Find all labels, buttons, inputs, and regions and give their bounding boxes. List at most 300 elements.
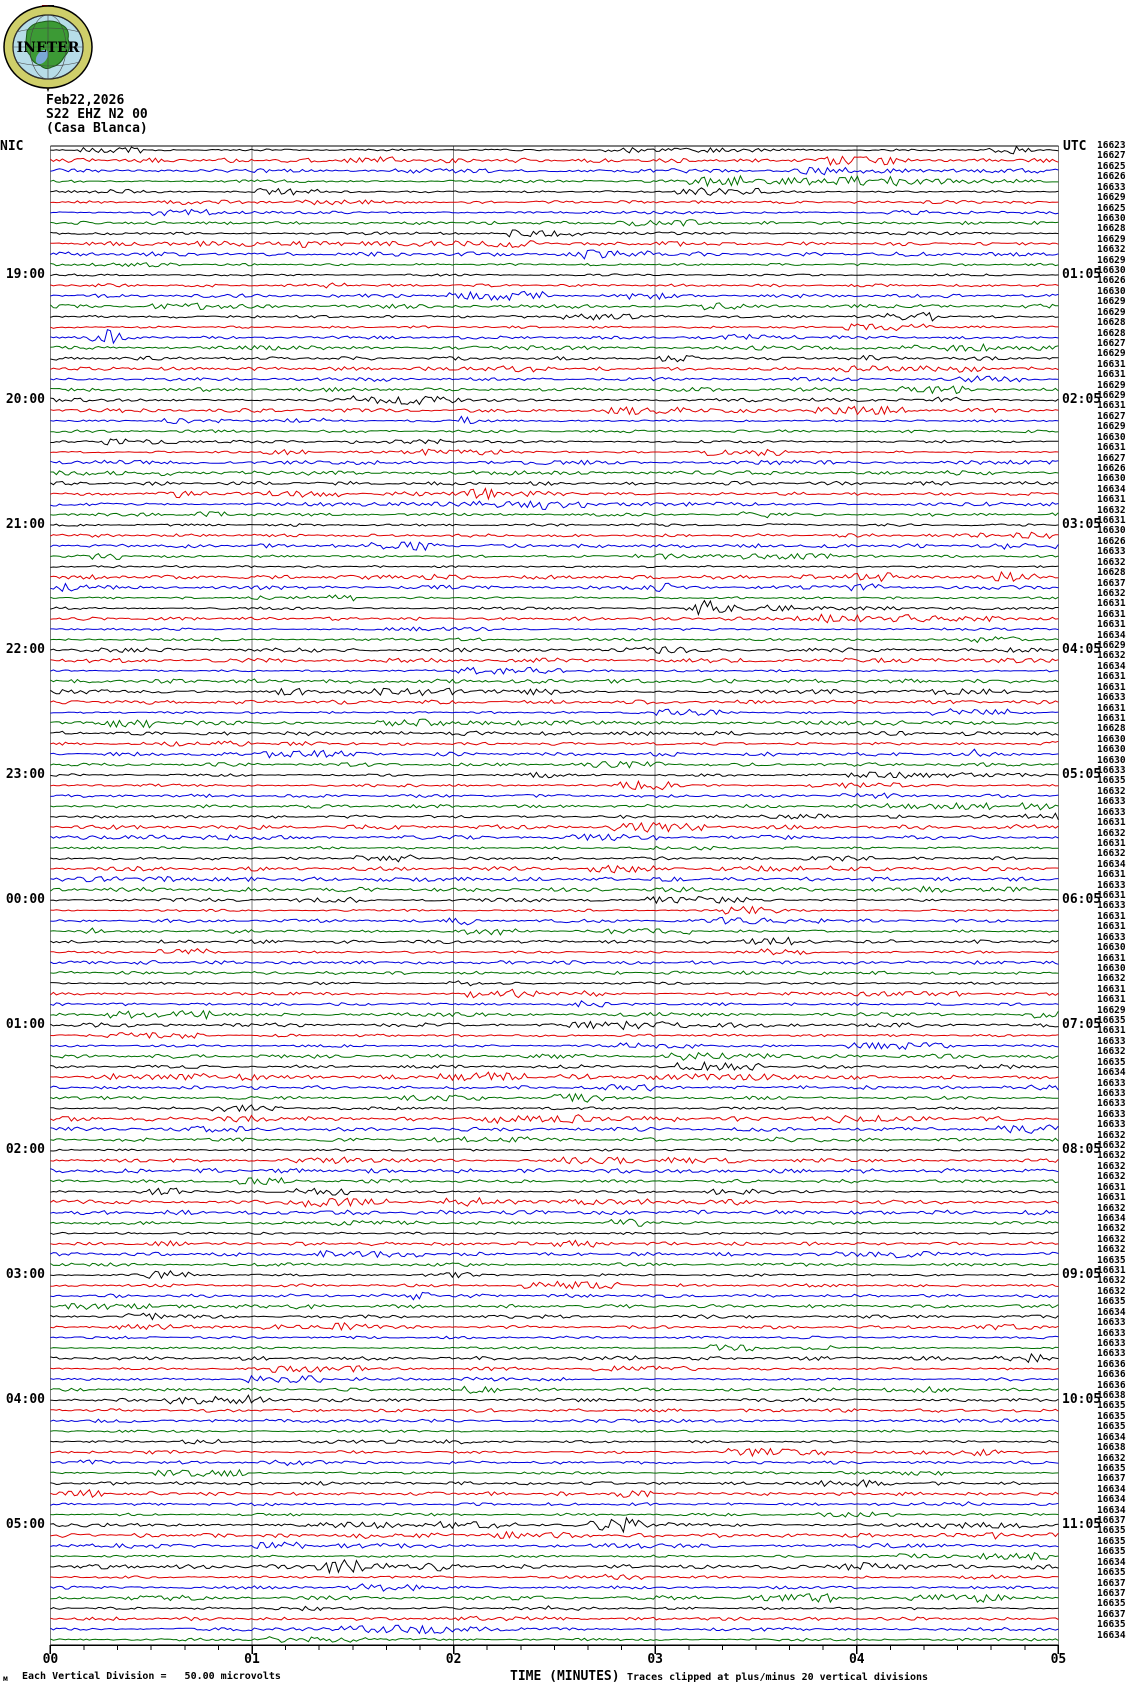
seismo-trace xyxy=(50,1292,1058,1299)
seismo-trace xyxy=(50,1518,1058,1532)
seismo-trace xyxy=(50,1178,1058,1185)
trace-count-value: 16634 xyxy=(1097,1556,1126,1568)
trace-count-value: 16631 xyxy=(1097,1181,1126,1193)
seismo-trace xyxy=(50,667,1058,674)
seismo-trace xyxy=(50,637,1058,643)
local-hour-label: 23:00 xyxy=(5,767,45,782)
seismo-trace xyxy=(50,1574,1058,1579)
trace-count-value: 16635 xyxy=(1097,1296,1126,1308)
trace-count-value: 16634 xyxy=(1097,483,1126,495)
header-date: Feb22,2026 xyxy=(46,93,125,108)
trace-count-value: 16637 xyxy=(1097,1473,1126,1485)
seismo-trace xyxy=(50,147,1058,154)
seismo-trace xyxy=(50,1169,1058,1174)
seismo-trace xyxy=(50,1323,1058,1330)
trace-count-value: 16629 xyxy=(1097,233,1126,245)
seismo-trace xyxy=(50,1157,1058,1164)
seismo-trace xyxy=(50,1011,1058,1019)
seismo-trace xyxy=(50,532,1058,538)
seismo-trace xyxy=(50,324,1058,331)
seismo-trace xyxy=(50,1232,1058,1234)
seismo-trace xyxy=(50,813,1058,820)
trace-count-value: 16628 xyxy=(1097,223,1126,235)
seismo-trace xyxy=(50,1490,1058,1498)
trace-count-value: 16634 xyxy=(1097,660,1126,672)
trace-count-value: 16626 xyxy=(1097,535,1126,547)
seismo-trace xyxy=(50,1449,1058,1457)
seismo-trace xyxy=(50,481,1058,485)
seismo-trace xyxy=(50,1281,1058,1288)
trace-count-value: 16627 xyxy=(1097,410,1126,422)
trace-count-value: 16635 xyxy=(1097,1421,1126,1433)
trace-count-value: 16632 xyxy=(1097,1140,1126,1151)
seismo-trace xyxy=(50,989,1058,997)
seismo-trace xyxy=(50,250,1058,259)
trace-count-value: 16633 xyxy=(1097,181,1126,193)
seismo-trace xyxy=(50,1560,1058,1573)
clip-note: Traces clipped at plus/minus 20 vertical divisions xyxy=(627,1672,929,1683)
trace-count-value: 16633 xyxy=(1097,1087,1126,1099)
utc-hour-label: 08:05 xyxy=(1062,1142,1102,1157)
trace-count-value: 16631 xyxy=(1097,952,1126,964)
seismo-trace xyxy=(50,1062,1058,1070)
seismo-trace xyxy=(50,1198,1058,1207)
seismo-trace xyxy=(50,1210,1058,1215)
trace-count-value: 16632 xyxy=(1097,504,1126,516)
seismo-trace xyxy=(50,1137,1058,1142)
seismo-trace xyxy=(50,460,1058,464)
trace-count-value: 16629 xyxy=(1097,348,1126,360)
seismo-trace xyxy=(50,291,1058,300)
trace-count-value: 16630 xyxy=(1097,212,1126,224)
trace-count-value: 16632 xyxy=(1097,556,1126,568)
seismo-trace xyxy=(50,430,1058,433)
local-hour-label: 19:00 xyxy=(5,267,45,282)
seismo-trace xyxy=(50,1053,1058,1061)
trace-count-value: 16630 xyxy=(1097,942,1126,954)
seismo-trace xyxy=(50,489,1058,499)
trace-count-value: 16633 xyxy=(1097,546,1126,558)
trace-count-value: 16631 xyxy=(1097,1192,1126,1204)
trace-count-value: 16632 xyxy=(1097,1452,1126,1464)
trace-count-value: 16633 xyxy=(1097,900,1126,912)
seismo-trace xyxy=(50,762,1058,768)
trace-count-value: 16630 xyxy=(1097,473,1126,485)
trace-count-value: 16630 xyxy=(1097,431,1126,443)
trace-count-value: 16638 xyxy=(1097,1390,1126,1401)
trace-count-value: 16631 xyxy=(1097,712,1126,724)
seismo-trace xyxy=(50,471,1058,476)
local-hour-label: 05:00 xyxy=(5,1517,45,1532)
trace-count-value: 16634 xyxy=(1097,1212,1126,1224)
seismo-trace xyxy=(50,688,1058,695)
utc-hour-label: 02:05 xyxy=(1062,392,1102,407)
seismo-trace xyxy=(50,1336,1058,1339)
minute-tick-label: 04 xyxy=(848,1652,865,1667)
seismo-trace xyxy=(50,313,1058,321)
trace-count-value: 16633 xyxy=(1097,1108,1126,1120)
trace-count-value: 16632 xyxy=(1097,244,1126,256)
seismo-trace xyxy=(50,1043,1058,1050)
seismo-trace xyxy=(50,1345,1058,1351)
seismo-trace xyxy=(50,542,1058,550)
seismo-trace xyxy=(50,1584,1058,1591)
seismo-trace xyxy=(50,407,1058,415)
trace-count-value: 16637 xyxy=(1097,1515,1126,1526)
seismo-trace xyxy=(50,658,1058,663)
seismo-trace xyxy=(50,386,1058,393)
seismo-trace xyxy=(50,330,1058,343)
seismo-trace xyxy=(50,834,1058,840)
trace-count-value: 16635 xyxy=(1097,1598,1126,1610)
seismo-trace xyxy=(50,1105,1058,1112)
trace-count-value: 16629 xyxy=(1097,306,1126,318)
trace-count-value: 16633 xyxy=(1097,1337,1126,1349)
trace-count-value: 16634 xyxy=(1097,1067,1126,1079)
trace-count-value: 16630 xyxy=(1097,285,1126,297)
seismo-trace xyxy=(50,416,1058,423)
trace-count-value: 16635 xyxy=(1097,1546,1126,1558)
header-location: (Casa Blanca) xyxy=(46,121,148,136)
seismo-trace xyxy=(50,917,1058,924)
trace-count-value: 16629 xyxy=(1097,1004,1126,1016)
utc-hour-label: 10:05 xyxy=(1062,1392,1102,1407)
seismo-trace xyxy=(50,1502,1058,1506)
seismo-trace xyxy=(50,209,1058,215)
trace-count-value: 16634 xyxy=(1097,1504,1126,1516)
trace-count-value: 16635 xyxy=(1097,1400,1126,1412)
seismo-trace xyxy=(50,200,1058,205)
trace-count-value: 16632 xyxy=(1097,1275,1126,1287)
trace-count-value: 16635 xyxy=(1097,1535,1126,1547)
trace-count-value: 16633 xyxy=(1097,1327,1126,1339)
seismo-trace xyxy=(50,1376,1058,1383)
trace-count-value: 16634 xyxy=(1097,1483,1126,1495)
trace-count-value: 16631 xyxy=(1097,1265,1126,1276)
vertical-scale-note: Each Vertical Division = 50.00 microvolts xyxy=(22,1671,281,1682)
seismo-trace xyxy=(50,1395,1058,1404)
seismo-trace xyxy=(50,961,1058,965)
trace-count-value: 16636 xyxy=(1097,1379,1126,1391)
seismo-trace xyxy=(50,1430,1058,1432)
local-hour-label: 21:00 xyxy=(5,517,45,532)
seismo-trace xyxy=(50,1386,1058,1393)
seismo-trace xyxy=(50,937,1058,944)
trace-count-value: 16632 xyxy=(1097,1046,1126,1058)
trace-count-value: 16631 xyxy=(1097,671,1126,683)
trace-count-value: 16637 xyxy=(1097,1587,1126,1599)
utc-hour-label: 07:05 xyxy=(1062,1017,1102,1032)
trace-count-value: 16630 xyxy=(1097,962,1126,974)
trace-count-value: 16632 xyxy=(1097,1244,1126,1256)
trace-count-value: 16631 xyxy=(1097,598,1126,610)
trace-count-value: 16635 xyxy=(1097,1254,1126,1266)
trace-count-value: 16633 xyxy=(1097,931,1126,943)
trace-count-value: 16633 xyxy=(1097,692,1126,704)
trace-count-value: 16633 xyxy=(1097,765,1126,776)
seismo-trace xyxy=(50,886,1058,892)
trace-count-value: 16633 xyxy=(1097,1348,1126,1360)
seismo-trace xyxy=(50,601,1058,615)
seismo-trace xyxy=(50,283,1058,288)
seismo-trace xyxy=(50,1606,1058,1611)
trace-count-value: 16629 xyxy=(1097,296,1126,308)
trace-count-value: 16637 xyxy=(1097,1577,1126,1589)
local-hour-label: 02:00 xyxy=(5,1142,45,1157)
trace-count-value: 16632 xyxy=(1097,1171,1126,1183)
seismo-trace xyxy=(50,971,1058,974)
seismo-trace xyxy=(50,731,1058,735)
trace-count-value: 16631 xyxy=(1097,400,1126,412)
seismo-trace xyxy=(50,449,1058,456)
trace-count-value: 16629 xyxy=(1097,379,1126,391)
utc-hour-label: 11:05 xyxy=(1062,1517,1102,1532)
seismo-trace xyxy=(50,781,1058,789)
seismo-trace xyxy=(50,524,1058,527)
minute-tick-label: 00 xyxy=(42,1652,59,1667)
x-axis-title: TIME (MINUTES) xyxy=(510,1669,620,1684)
trace-count-value: 16631 xyxy=(1097,817,1126,829)
seismo-trace xyxy=(50,1240,1058,1247)
minute-tick-label: 01 xyxy=(244,1652,260,1667)
trace-count-value: 16632 xyxy=(1097,587,1126,599)
utc-hour-label: 06:05 xyxy=(1062,892,1102,907)
trace-count-value: 16632 xyxy=(1097,785,1126,797)
trace-count-value: 16629 xyxy=(1097,192,1126,204)
seismo-trace xyxy=(50,1263,1058,1266)
right-timezone-label: UTC xyxy=(1063,139,1087,154)
seismo-trace xyxy=(50,1072,1058,1080)
trace-count-value: 16631 xyxy=(1097,921,1126,933)
seismo-trace xyxy=(50,1542,1058,1548)
seismo-trace xyxy=(50,855,1058,862)
seismo-trace xyxy=(50,719,1058,728)
trace-count-value: 16638 xyxy=(1097,1442,1126,1454)
trace-count-value: 16631 xyxy=(1097,515,1126,526)
seismo-trace xyxy=(50,1553,1058,1560)
trace-count-value: 16631 xyxy=(1097,442,1126,454)
minute-tick-label: 02 xyxy=(445,1652,462,1667)
trace-count-value: 16631 xyxy=(1097,702,1126,714)
seismo-trace xyxy=(50,1460,1058,1465)
seismo-trace xyxy=(50,823,1058,832)
trace-count-value: 16625 xyxy=(1097,202,1126,214)
seismo-trace xyxy=(50,1439,1058,1443)
seismo-trace xyxy=(50,303,1058,310)
trace-count-value: 16631 xyxy=(1097,910,1126,922)
seismo-trace xyxy=(50,1021,1058,1029)
seismo-trace xyxy=(50,1094,1058,1102)
seismo-trace xyxy=(50,749,1058,758)
trace-count-value: 16626 xyxy=(1097,171,1126,183)
trace-count-value: 16626 xyxy=(1097,275,1126,287)
trace-count-value: 16632 xyxy=(1097,1160,1126,1172)
seismo-trace xyxy=(50,1470,1058,1477)
seismo-trace xyxy=(50,627,1058,631)
seismo-trace xyxy=(50,572,1058,581)
trace-count-value: 16636 xyxy=(1097,1369,1126,1381)
trace-count-value: 16632 xyxy=(1097,1129,1126,1141)
trace-count-value: 16627 xyxy=(1097,337,1126,349)
trace-count-value: 16628 xyxy=(1097,567,1126,579)
trace-count-value: 16632 xyxy=(1097,827,1126,839)
seismo-trace xyxy=(50,846,1058,850)
seismo-trace xyxy=(50,679,1058,683)
seismo-trace xyxy=(50,439,1058,445)
trace-count-value: 16628 xyxy=(1097,327,1126,339)
seismo-trace xyxy=(50,1085,1058,1092)
trace-count-value: 16629 xyxy=(1097,421,1126,433)
trace-count-value: 16635 xyxy=(1097,1567,1126,1579)
trace-count-value: 16634 xyxy=(1097,858,1126,870)
trace-count-value: 16633 xyxy=(1097,879,1126,891)
utc-hour-label: 01:05 xyxy=(1062,267,1102,282)
seismo-trace xyxy=(50,274,1058,276)
trace-count-value: 16631 xyxy=(1097,869,1126,881)
local-hour-label: 03:00 xyxy=(5,1267,45,1282)
trace-count-value: 16637 xyxy=(1097,577,1126,589)
trace-count-value: 16625 xyxy=(1097,160,1126,172)
trace-count-value: 16631 xyxy=(1097,890,1126,901)
trace-count-value: 16631 xyxy=(1097,608,1126,620)
seismo-trace xyxy=(50,1594,1058,1602)
seismo-trace xyxy=(50,741,1058,746)
seismo-trace xyxy=(50,1033,1058,1039)
header-station: S22 EHZ N2 00 xyxy=(46,107,148,122)
seismo-trace xyxy=(50,614,1058,622)
seismo-trace xyxy=(50,897,1058,904)
seismo-trace xyxy=(50,1149,1058,1151)
trace-count-value: 16632 xyxy=(1097,1285,1126,1297)
trace-count-value: 16630 xyxy=(1097,525,1126,537)
trace-count-value: 16626 xyxy=(1097,462,1126,474)
trace-count-value: 16637 xyxy=(1097,1608,1126,1620)
trace-count-value: 16634 xyxy=(1097,1494,1126,1506)
utc-hour-label: 09:05 xyxy=(1062,1267,1102,1282)
trace-count-value: 16635 xyxy=(1097,1525,1126,1537)
trace-count-value: 16630 xyxy=(1097,744,1126,756)
utc-hour-label: 03:05 xyxy=(1062,517,1102,532)
seismo-trace xyxy=(50,566,1058,568)
trace-count-value: 16632 xyxy=(1097,1150,1126,1162)
seismo-trace xyxy=(50,512,1058,518)
seismo-trace xyxy=(50,1512,1058,1517)
seismo-trace xyxy=(50,1125,1058,1133)
trace-count-value: 16635 xyxy=(1097,1462,1126,1474)
seismo-trace xyxy=(50,583,1058,591)
seismo-trace xyxy=(50,1532,1058,1539)
trace-count-value: 16631 xyxy=(1097,681,1126,693)
trace-count-value: 16632 xyxy=(1097,1223,1126,1235)
utc-hour-label: 05:05 xyxy=(1062,767,1102,782)
seismo-trace xyxy=(50,1637,1058,1643)
trace-count-value: 16630 xyxy=(1097,265,1126,276)
trace-count-value: 16631 xyxy=(1097,1025,1126,1037)
seismo-trace xyxy=(50,554,1058,560)
trace-count-value: 16631 xyxy=(1097,619,1126,631)
trace-count-value: 16635 xyxy=(1097,775,1126,787)
seismo-trace xyxy=(50,1625,1058,1633)
trace-count-value: 16635 xyxy=(1097,1056,1126,1068)
trace-count-value: 16627 xyxy=(1097,150,1126,162)
trace-count-value: 16630 xyxy=(1097,754,1126,766)
seismo-trace xyxy=(50,1419,1058,1423)
trace-count-value: 16635 xyxy=(1097,1410,1126,1422)
seismo-trace xyxy=(50,1354,1058,1362)
minute-tick-label: 05 xyxy=(1050,1652,1067,1667)
left-timezone-label: NIC xyxy=(0,139,24,154)
trace-count-value: 16634 xyxy=(1097,629,1126,641)
seismo-trace xyxy=(50,263,1058,267)
footer-watermark: м xyxy=(3,1674,8,1683)
seismo-trace xyxy=(50,501,1058,509)
trace-count-value: 16634 xyxy=(1097,1306,1126,1318)
seismo-trace xyxy=(50,647,1058,654)
trace-count-value: 16628 xyxy=(1097,317,1126,329)
trace-count-value: 16633 xyxy=(1097,1035,1126,1047)
trace-count-value: 16632 xyxy=(1097,1233,1126,1245)
trace-count-value: 16634 xyxy=(1097,1629,1126,1641)
trace-count-value: 16634 xyxy=(1097,1431,1126,1443)
trace-count-value: 16632 xyxy=(1097,650,1126,662)
local-hour-label: 22:00 xyxy=(5,642,45,657)
trace-count-value: 16631 xyxy=(1097,837,1126,849)
seismo-trace xyxy=(50,949,1058,955)
seismo-trace xyxy=(50,376,1058,382)
trace-count-value: 16631 xyxy=(1097,369,1126,381)
seismo-trace xyxy=(50,1409,1058,1413)
seismo-trace xyxy=(50,188,1058,195)
seismo-trace xyxy=(50,1188,1058,1195)
seismo-trace xyxy=(50,907,1058,914)
trace-count-value: 16631 xyxy=(1097,983,1126,995)
seismo-trace xyxy=(50,1304,1058,1310)
minute-tick-label: 03 xyxy=(647,1652,664,1667)
seismo-trace xyxy=(50,220,1058,226)
trace-count-value: 16635 xyxy=(1097,1619,1126,1631)
seismo-trace xyxy=(50,156,1058,165)
trace-count-value: 16635 xyxy=(1097,1015,1126,1026)
local-hour-label: 01:00 xyxy=(5,1017,45,1032)
seismo-trace xyxy=(50,241,1058,248)
local-hour-label: 20:00 xyxy=(5,392,45,407)
trace-count-value: 16632 xyxy=(1097,1202,1126,1214)
seismo-trace xyxy=(50,1251,1058,1258)
trace-count-value: 16627 xyxy=(1097,452,1126,464)
seismo-trace xyxy=(50,1480,1058,1487)
utc-hour-label: 04:05 xyxy=(1062,642,1102,657)
trace-count-value: 16629 xyxy=(1097,640,1126,651)
seismo-trace xyxy=(50,595,1058,601)
trace-count-value: 16631 xyxy=(1097,358,1126,370)
trace-count-value: 16632 xyxy=(1097,973,1126,985)
trace-count-value: 16633 xyxy=(1097,806,1126,818)
seismo-trace xyxy=(50,344,1058,351)
trace-count-value: 16633 xyxy=(1097,1077,1126,1089)
seismo-trace xyxy=(50,176,1058,186)
seismo-trace xyxy=(50,1001,1058,1007)
trace-count-value: 16633 xyxy=(1097,1119,1126,1131)
trace-count-value: 16623 xyxy=(1097,140,1126,151)
seismo-trace xyxy=(50,700,1058,704)
trace-count-value: 16633 xyxy=(1097,1317,1126,1329)
logo-org-text: INETER xyxy=(16,40,80,56)
trace-count-value: 16631 xyxy=(1097,494,1126,506)
trace-count-value: 16633 xyxy=(1097,796,1126,808)
trace-count-value: 16628 xyxy=(1097,723,1126,735)
seismo-trace xyxy=(50,167,1058,174)
seismo-trace xyxy=(50,877,1058,882)
